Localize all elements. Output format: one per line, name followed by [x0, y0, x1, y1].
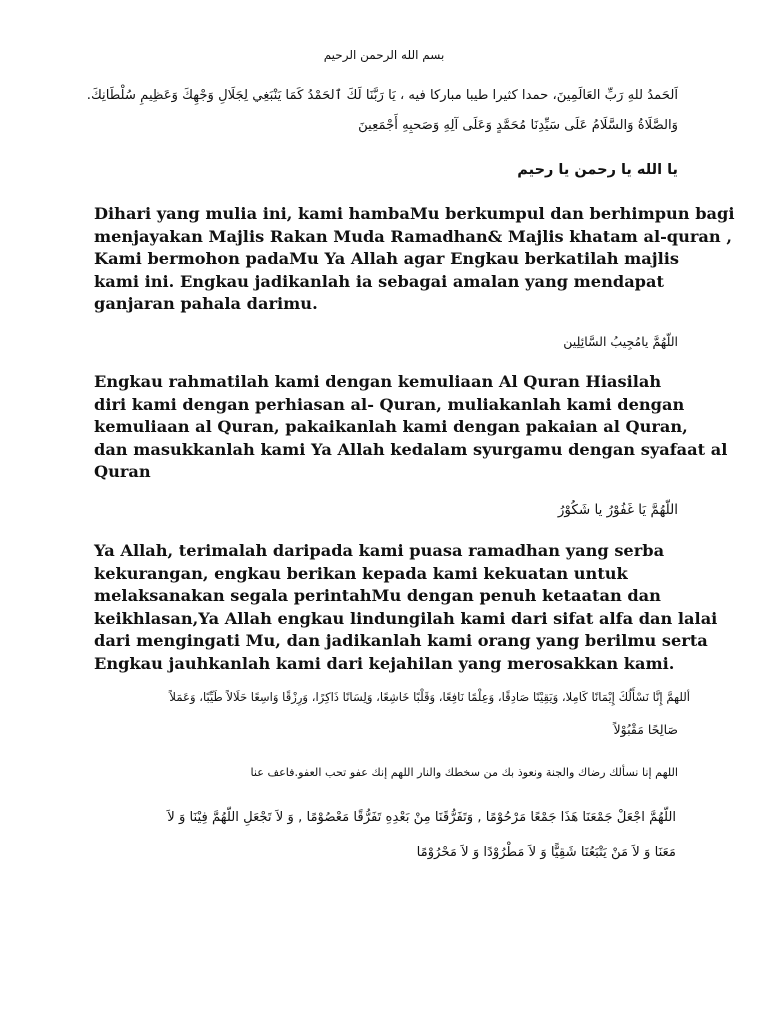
paragraph-3-line: kekurangan, engkau berikan kepada kami kekuatan untuk [94, 563, 628, 583]
paragraph-3-line: melaksanakan segala perintahMu dengan penuh ketaatan dan [94, 586, 661, 606]
bismillah-heading: بسم الله الرحمن الرحيم [323, 48, 445, 62]
paragraph-1-line: menjayakan Majlis Rakan Muda Ramadhan& Majlis khatam al-quran , [94, 226, 732, 246]
paragraph-2 [94, 371, 728, 484]
dua-1-line-1: أللهمَّ إِنَّا نَسْأَلُكَ إِيْمَانًا كَامِلا، وَيَقِيْنًا صَادِقًا، وَعِلْمًا نَافِعًا، وَقَلْبًا خَاشِعًا، وَلِسَانًا ذَاكِرًا، وَرِزْقًا وَاسِعًا حَلَالاً طَيِّبًا، وَعَمَلاً [169, 690, 690, 704]
dua-3-line-2: مَعَنَا وَ لاَ مَنْ يَتْبَعُنَا شَقِيًّا وَ لاَ مَطْرُوْدًا وَ لاَ مَحْرُوْمًا [416, 845, 676, 860]
opening-line-2: وَالصَّلَاةُ وَالسَّلَامُ عَلَى سَيِّدِنَا مُحَمَّدٍ وَعَلَى آلِهِ وَصَحبِهِ أَجْمَعِينَ [358, 118, 678, 133]
dua-3-line-1: اللّهُمَّ اجْعَلْ جَمْعَنَا هَذَا جَمْعًا مَرْحُوْمًا , وَتَفَرُّقَنَا مِنْ بَعْدِهِ تَفَرُّقًا مَعْصُوْمًا , وَ لاَ تَجْعَلِ اللّهُمَّ فِيْنَا وَ لاَ [167, 810, 676, 825]
paragraph-2-line: diri kami dengan perhiasan al- Quran, muliakanlah kami dengan [94, 394, 685, 414]
invocation-ya-allah: يا الله يا رحمن يا رحيم [517, 162, 678, 178]
paragraph-1-line: Kami bermohon padaMu Ya Allah agar Engkau berkatilah majlis [94, 249, 680, 269]
invocation-mujib: اللّهُمَّ يامُجِيبُ السَّائِلِين [563, 334, 678, 349]
paragraph-1 [94, 203, 735, 316]
paragraph-2-line: Quran [94, 462, 151, 482]
paragraph-2-line: Engkau rahmatilah kami dengan kemuliaan Al Quran Hiasilah [94, 372, 662, 391]
paragraph-3-line: Ya Allah, terimalah daripada kami puasa ramadhan yang serba [94, 541, 665, 560]
paragraph-1-line: Dihari yang mulia ini, kami hambaMu berkumpul dan berhimpun bagi [94, 204, 735, 223]
dua-1-line-2: صَالِحًا مَقْبُوْلاً [613, 722, 678, 737]
paragraph-1-line: ganjaran pahala darimu. [94, 294, 318, 314]
invocation-ghafur: اللّهُمَّ يَا غَفُوْرُ يا شَكُوْرُ [557, 502, 678, 518]
paragraph-1-line: kami ini. Engkau jadikanlah ia sebagai amalan yang mendapat [94, 271, 664, 291]
paragraph-3-line: Engkau jauhkanlah kami dari kejahilan yang merosakkan kami. [94, 653, 675, 673]
paragraph-3 [94, 540, 718, 676]
dua-2: اللهم إنا نسألك رضاك والجنة ونعوذ بك من سخطك والنار اللهم إنك عفو تحب العفو.فاعف عنا [250, 766, 678, 779]
paragraph-3-line: dari mengingati Mu, dan jadikanlah kami orang yang berilmu serta [94, 631, 708, 651]
opening-line-1: اَلحَمدُ للهِ رَبِّ العَالَمِينَ، حمدا كثيرا طيبا مباركا فيه ، يَا رَبَّنَا لَكَ ٱلحَمْدُ كَمَا يَنْبَغِي لِجَلَالِ وَجْهِكَ وَعَظِيمِ سُلْطَانِكَ. [86, 88, 678, 103]
paragraph-3-line: keikhlasan,Ya Allah engkau lindungilah kami dari sifat alfa dan lalai [94, 608, 718, 628]
paragraph-2-line: dan masukkanlah kami Ya Allah kedalam syurgamu dengan syafaat al [94, 439, 728, 459]
paragraph-2-line: kemuliaan al Quran, pakaikanlah kami dengan pakaian al Quran, [94, 417, 688, 437]
